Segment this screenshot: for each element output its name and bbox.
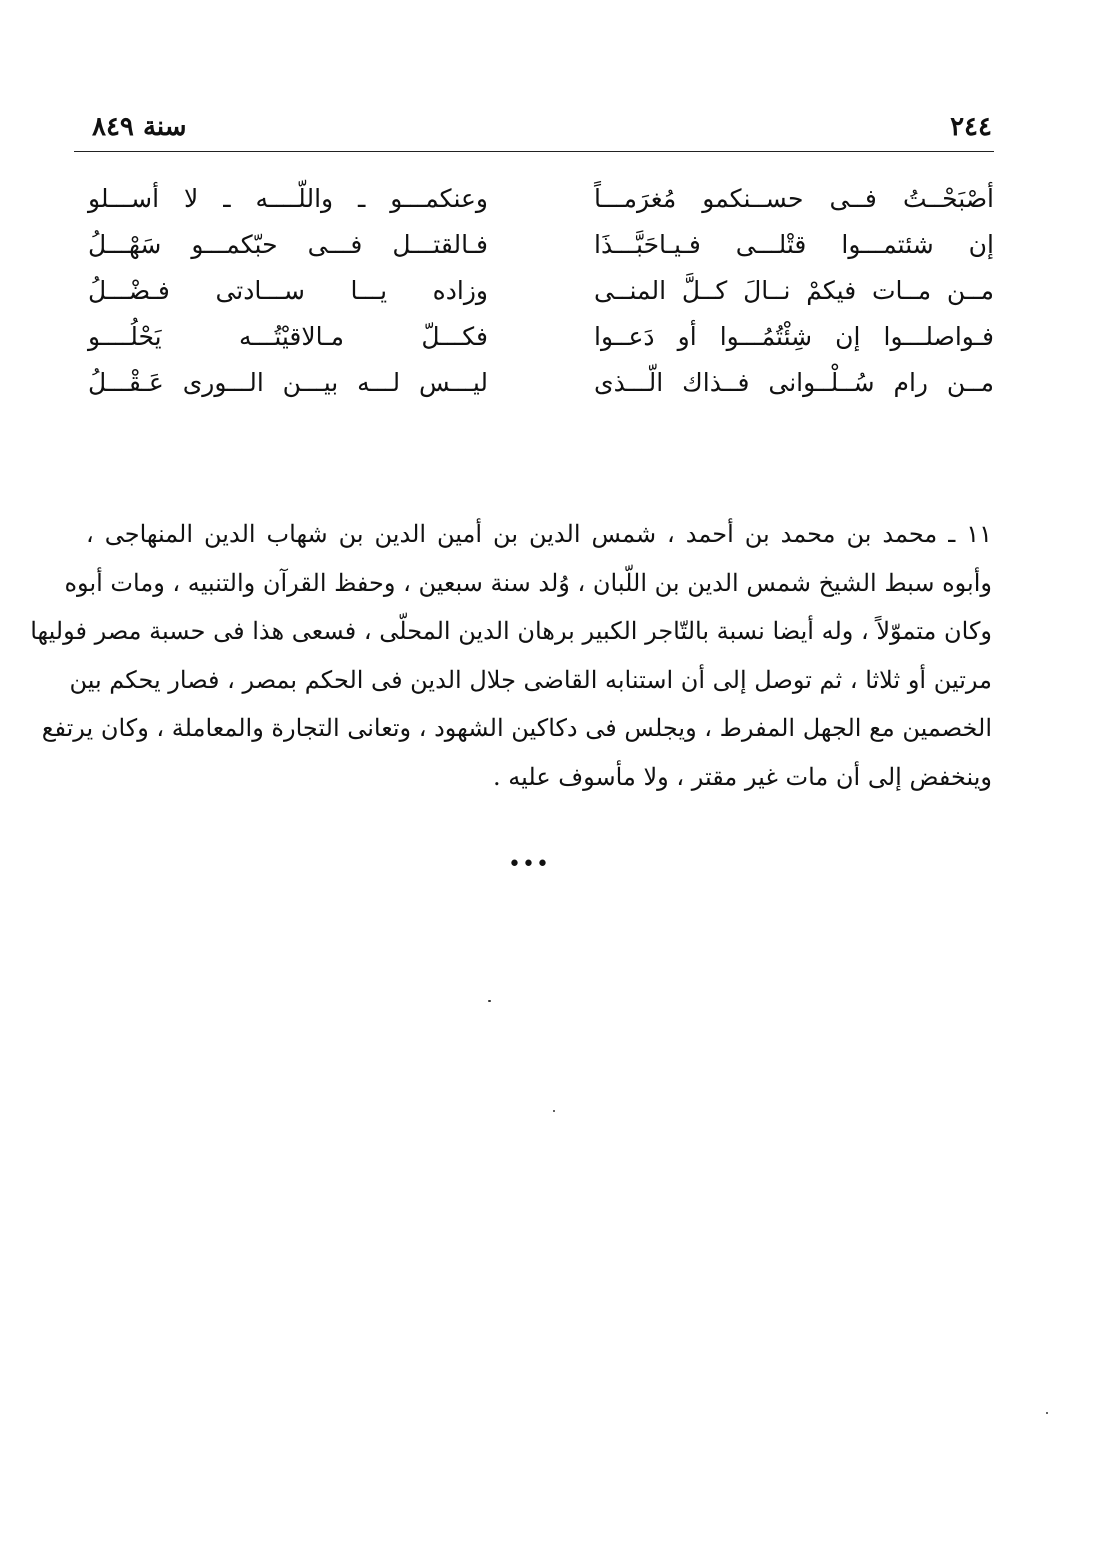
poem-left-column: [88, 176, 488, 406]
poem-hemistich: ليـــس لـــه بيـــن الـــورى عَـقْـــلُ: [88, 368, 488, 397]
running-head-year: سنة ٨٤٩: [92, 112, 187, 142]
poem-hemistich: مــن مــات فيكمْ نــالَ كــلَّ المنــى: [594, 276, 994, 305]
biography-line: الخصمين مع الجهل المفرط ، ويجلس فى دكاكين الشهود ، وتعانى التجارة والمعاملة ، وكان يرتفع: [41, 714, 992, 742]
paper-speck: [1046, 1412, 1048, 1414]
poem-hemistich: فـواصلـــوا إن شِئْتُمُـــوا أو دَعــوا: [594, 322, 994, 351]
poem-hemistich: مــن رام سُــلْــوانى فــذاك الّـــذى: [594, 368, 994, 397]
poem-hemistich: إن شئتمـــوا قتْلـــى فـيـاحَبَّـــذَا: [594, 230, 994, 259]
biography-line: مرتين أو ثلاثا ، ثم توصل إلى أن استنابه القاضى جلال الدين فى الحكم بمصر ، فصار يحكم بين: [69, 665, 992, 694]
poem-hemistich: وزاده يـــا ســـادتى فـضْـــلُ: [88, 276, 488, 305]
biography-line: وأبوه سبط الشيخ شمس الدين بن اللّبان ، وُلد سنة سبعين ، وحفظ القرآن والتنبيه ، ومات أبوه: [64, 568, 992, 597]
biography-line: وينخفض إلى أن مات غير مقتر ، ولا مأسوف عليه .: [493, 762, 992, 791]
paper-speck: [553, 1110, 555, 1112]
page-number: ٢٤٤: [950, 112, 992, 142]
poem-hemistich: وعنكمـــو ـ واللّــــه ـ لا أســـلو: [88, 184, 488, 213]
page-header: [74, 108, 992, 148]
paper-speck: [488, 1000, 491, 1002]
poem-hemistich: أصْبَحْــتُ فــى حســنكمو مُغرَمـــاً: [594, 184, 994, 213]
biography-entry: [30, 510, 992, 801]
biography-line: وكان متموّلاً ، وله أيضا نسبة بالتّاجر الكبير برهان الدين المحلّى ، فسعى هذا فى حسبة مصر فوليها: [30, 617, 992, 645]
poem-right-column: [594, 176, 994, 406]
section-end-ornament: •••: [508, 852, 550, 877]
header-divider: [74, 151, 994, 152]
poem-hemistich: فكـــلّ مـالاقيْتُـــه يَحْلُــــو: [88, 322, 488, 351]
poem-hemistich: فـالقتـــل فـــى حبّكمـــو سَهْـــلُ: [88, 230, 488, 259]
biography-line: ١١ ـ محمد بن محمد بن أحمد ، شمس الدين بن أمين الدين بن شهاب الدين المنهاجى ،: [86, 520, 992, 548]
